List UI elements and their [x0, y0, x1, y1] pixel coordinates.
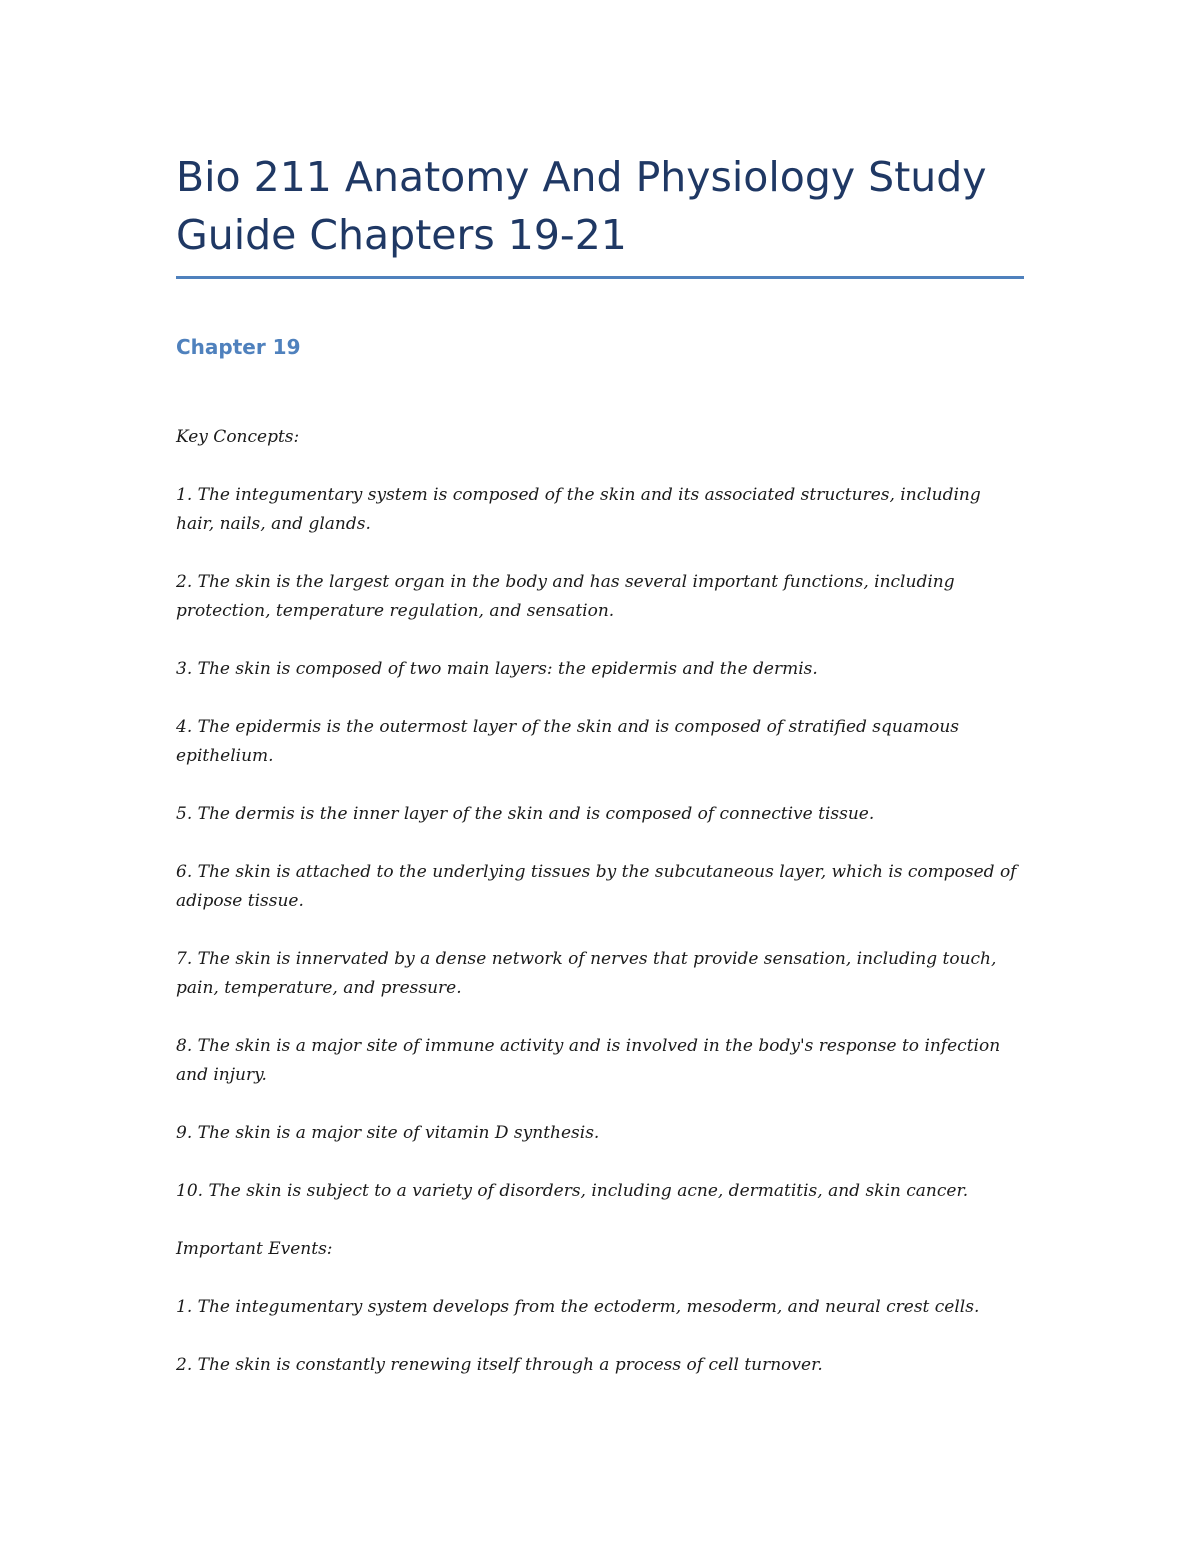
key-concept-item: 10. The skin is subject to a variety of disorders, including acne, dermatitis, and skin cancer. [176, 1181, 969, 1201]
key-concept-item: 2. The skin is the largest organ in the body and has several important functions, including protection, temperature regulation, and sensation. [176, 572, 955, 621]
document-title: Bio 211 Anatomy And Physiology Study Guide Chapters 19-21 [176, 153, 987, 259]
key-concepts-list [176, 481, 1024, 1206]
important-event-item: 2. The skin is constantly renewing itself through a process of cell turnover. [176, 1355, 823, 1375]
key-concept-item: 6. The skin is attached to the underlying tissues by the subcutaneous layer, which is composed of adipose tissue. [176, 862, 1017, 911]
title-divider [176, 276, 1024, 279]
important-event-item: 1. The integumentary system develops from the ectoderm, mesoderm, and neural crest cells. [176, 1297, 980, 1317]
key-concepts-label: Key Concepts: [176, 427, 300, 447]
chapter-heading: Chapter 19 [176, 335, 301, 359]
important-events-label: Important Events: [176, 1239, 333, 1259]
key-concept-item: 5. The dermis is the inner layer of the skin and is composed of connective tissue. [176, 804, 875, 824]
key-concept-item: 1. The integumentary system is composed of the skin and its associated structures, including hair, nails, and glands. [176, 485, 981, 534]
key-concept-item: 4. The epidermis is the outermost layer of the skin and is composed of stratified squamous epithelium. [176, 717, 960, 766]
key-concept-item: 7. The skin is innervated by a dense network of nerves that provide sensation, including touch, pain, temperature, and pressure. [176, 949, 997, 998]
key-concept-item: 9. The skin is a major site of vitamin D synthesis. [176, 1123, 600, 1143]
important-events-list [176, 1293, 1024, 1380]
key-concept-item: 8. The skin is a major site of immune activity and is involved in the body's response to infection and injury. [176, 1036, 1001, 1085]
document-content [176, 148, 1024, 1380]
key-concept-item: 3. The skin is composed of two main layers: the epidermis and the dermis. [176, 659, 818, 679]
